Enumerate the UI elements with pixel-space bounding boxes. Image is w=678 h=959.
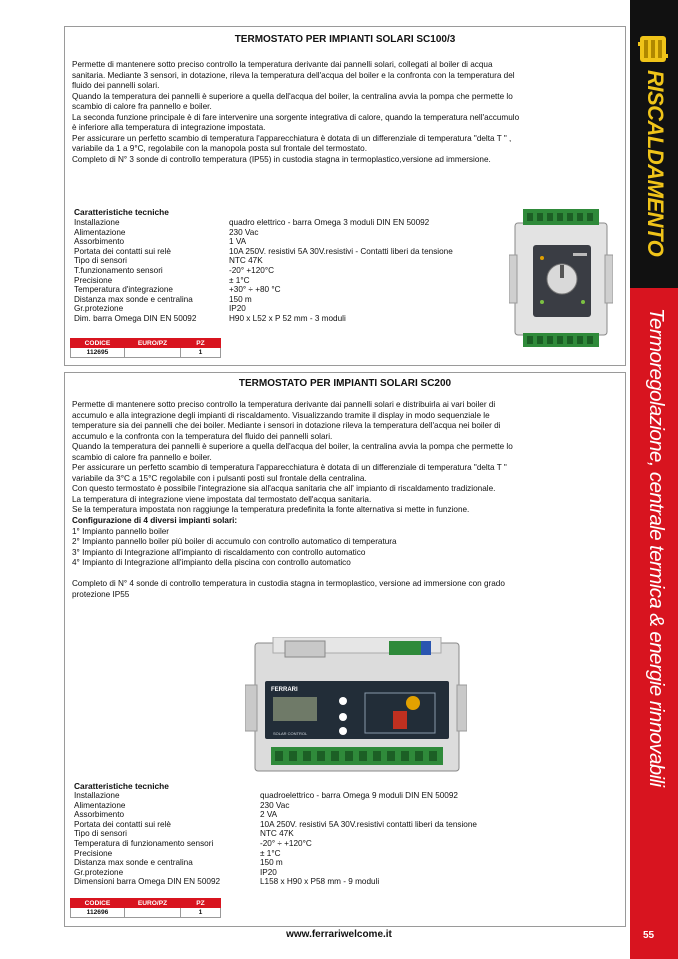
description-line: Se la temperatura impostata non raggiunge la temperatura predefinita la fonte alternativa si mette in funzione.	[72, 505, 470, 515]
spec-label: Gr.protezione	[74, 867, 124, 877]
spec-value: 10A 250V. resistivi 5A 30V.resistivi contatti liberi da tensione	[260, 819, 477, 829]
description-line: Per assicurare un perfetto scambio di temperatura l'apparecchiatura è dotata di un differenziale di temperatura "delta T "	[72, 463, 507, 473]
spec-label: Alimentazione	[74, 227, 126, 237]
spec-row	[74, 285, 453, 295]
column-header-price: EURO/PZ	[125, 899, 181, 908]
spec-value: IP20	[229, 304, 246, 314]
spec-value: 150 m	[260, 858, 283, 868]
spec-row	[74, 877, 477, 887]
description-line: protezione IP55	[72, 589, 130, 599]
spec-label: Installazione	[74, 218, 120, 227]
description-line: variabile da 3°C a 15°C regolabile con i pulsanti posti sul frontale della centralina.	[72, 473, 367, 483]
spec-value: 2 VA	[260, 810, 278, 820]
spec-label: T.funzionamento sensori	[74, 265, 163, 275]
product-quantity: 1	[181, 348, 221, 358]
spec-row	[74, 304, 453, 314]
spec-row	[74, 218, 453, 228]
spec-row	[74, 247, 453, 257]
spec-row	[74, 829, 477, 839]
spec-label: Tipo di sensori	[74, 829, 127, 839]
description-line: Quando la temperatura dei pannelli è superiore a quella dell'acqua del boiler, la centralina avvia la pompa che permette lo	[72, 91, 513, 101]
spec-value: 150 m	[229, 294, 252, 304]
description-line: 4° Impianto di Integrazione all'impianto della piscina con controllo automatico	[72, 558, 351, 568]
spec-row	[74, 228, 453, 238]
spec-label: Installazione	[74, 791, 120, 800]
spec-label: Precisione	[74, 275, 113, 285]
device-brand-label: FERRARI	[271, 687, 298, 693]
spec-value: NTC 47K	[260, 829, 294, 839]
spec-row	[74, 237, 453, 247]
spec-row	[74, 295, 453, 305]
radiator-icon	[638, 32, 668, 66]
spec-value: quadro elettrico - barra Omega 3 moduli DIN EN 50092	[229, 218, 430, 227]
description-line: Completo di N° 3 sonde di controllo temperatura (IP55) in custodia stagna in termoplastico,versione ad immersione.	[72, 154, 491, 164]
spec-label: Portata dei contatti sui relè	[74, 819, 171, 829]
column-header-qty: PZ	[181, 899, 221, 908]
spec-value: 10A 250V. resistivi 5A 30V.resistivi - Contatti liberi da tensione	[229, 246, 453, 256]
footer-website-link[interactable]: www.ferrariwelcome.it	[286, 929, 392, 940]
thermostat-sc100-image	[509, 205, 613, 349]
configuration-heading: Configurazione di 4 diversi impianti solari:	[72, 516, 238, 526]
description-spacer	[72, 569, 617, 580]
spec-value: ± 1°C	[260, 848, 281, 858]
spec-value: quadroelettrico - barra Omega 9 moduli DIN EN 50092	[260, 791, 458, 800]
description-line: 2° Impianto pannello boiler più boiler di accumulo con controllo automatico di temperatura	[72, 537, 397, 547]
product-code: 112695	[71, 348, 125, 358]
description-line: accumulo e alla integrazione degli impianti di riscaldamento. Visualizzando tramite il display in modo sequenziale le	[72, 410, 490, 420]
description-line: accumulo e la confronta con la temperatura del fluido dei pannelli solari.	[72, 431, 333, 441]
category-title: RISCALDAMENTO	[643, 70, 668, 257]
product-card-sc100	[64, 26, 626, 366]
spec-value: ± 1°C	[229, 275, 250, 285]
description-line: temperature sia dei pannelli che dei boiler. Mediante i sensori in dotazione rileva la temperatura dell'acqua nei boiler di	[72, 421, 501, 431]
specs-table	[74, 791, 477, 887]
spec-row	[74, 801, 477, 811]
description-line: variabile da 1 a 9°C, regolabile con la manopola posta sul frontale del termostato.	[72, 144, 368, 154]
spec-row	[74, 820, 477, 830]
spec-value: -20° ÷ +120°C	[260, 838, 312, 848]
spec-row	[74, 266, 453, 276]
category-side-band	[630, 0, 678, 959]
description-line: 3° Impianto di Integrazione all'impianto di riscaldamento con controllo automatico	[72, 547, 366, 557]
description-line: Con questo termostato è possibile l'integrazione sia all'acqua sanitaria che all' impianto di riscaldamento tradizionale.	[72, 484, 496, 494]
spec-value: 230 Vac	[229, 227, 259, 237]
spec-value: NTC 47K	[229, 256, 263, 266]
price-table	[70, 898, 221, 918]
description-line: scambio di calore fra pannello e boiler.	[72, 102, 212, 112]
spec-label: Distanza max sonde e centralina	[74, 294, 193, 304]
spec-row	[74, 858, 477, 868]
spec-value: -20° +120°C	[229, 265, 275, 275]
category-subtitle: Termoregolazione, centrale termica & energie rinnovabili	[645, 308, 668, 787]
spec-row	[74, 868, 477, 878]
product-quantity: 1	[181, 908, 221, 918]
spec-value: H90 x L52 x P 52 mm - 3 moduli	[229, 313, 346, 323]
product-description	[72, 60, 617, 165]
column-header-code: CODICE	[71, 899, 125, 908]
spec-value: L158 x H90 x P58 mm - 9 moduli	[260, 877, 380, 887]
spec-row	[74, 256, 453, 266]
description-line: è inferiore alla temperatura di integrazione impostata.	[72, 123, 266, 133]
spec-label: Dimensioni barra Omega DIN EN 50092	[74, 877, 221, 887]
spec-value: 1 VA	[229, 237, 247, 247]
product-card-sc200	[64, 372, 626, 927]
spec-label: Portata dei contatti sui relè	[74, 246, 171, 256]
spec-row	[74, 849, 477, 859]
price-table	[70, 338, 221, 358]
spec-label: Alimentazione	[74, 800, 126, 810]
specs-table	[74, 218, 453, 324]
description-line: Quando la temperatura dei pannelli è superiore a quella dell'acqua del boiler, la centralina avvia la pompa che permette lo	[72, 442, 513, 452]
description-line: Permette di mantenere sotto preciso controllo la temperatura derivante dai pannelli solari, collegati al boiler di acqua	[72, 60, 493, 69]
column-header-price: EURO/PZ	[125, 339, 181, 348]
spec-row	[74, 314, 453, 324]
spec-row	[74, 276, 453, 286]
spec-row	[74, 810, 477, 820]
product-title: TERMOSTATO PER IMPIANTI SOLARI SC100/3	[234, 34, 456, 45]
description-line: scambio di calore fra pannello e boiler.	[72, 452, 212, 462]
spec-row	[74, 791, 477, 801]
description-line: Per assicurare un perfetto scambio di temperatura l'apparecchiatura è dotata di un differenziale di temperatura "delta T " ,	[72, 133, 512, 143]
description-line: fluido dei pannelli solari.	[72, 81, 160, 91]
spec-value: 230 Vac	[260, 800, 290, 810]
description-line: sanitaria. Mediante 3 sensori, in dotazione, rileva la temperatura dell'acqua del boiler e la confronta con la temperatura del	[72, 70, 515, 80]
spec-label: Gr.protezione	[74, 304, 124, 314]
spec-label: Tipo di sensori	[74, 256, 127, 266]
description-line: La temperatura di integrazione viene impostata dal termostato dell'acqua sanitaria.	[72, 494, 372, 504]
product-code: 112696	[71, 908, 125, 918]
spec-label: Precisione	[74, 848, 113, 858]
product-price	[125, 348, 181, 358]
spec-label: Temperatura d'integrazione	[74, 285, 173, 295]
spec-label: Assorbimento	[74, 237, 125, 247]
page-number: 55	[643, 930, 655, 941]
table-row	[71, 348, 221, 358]
column-header-qty: PZ	[181, 339, 221, 348]
spec-label: Temperatura di funzionamento sensori	[74, 838, 214, 848]
device-panel-caption: SOLAR CONTROL	[273, 731, 308, 736]
spec-label: Distanza max sonde e centralina	[74, 858, 193, 868]
description-line: La seconda funzione principale è di fare intervenire una sorgente integrativa di calore, quando la temperatura nell'accumulo	[72, 112, 520, 122]
description-line: 1° Impianto pannello boiler	[72, 526, 170, 536]
spec-label: Assorbimento	[74, 810, 125, 820]
table-row	[71, 908, 221, 918]
spec-row	[74, 839, 477, 849]
specs-title: Caratteristiche tecniche	[74, 781, 169, 791]
column-header-code: CODICE	[71, 339, 125, 348]
spec-label: Dim. barra Omega DIN EN 50092	[74, 313, 197, 323]
specs-title: Caratteristiche tecniche	[74, 207, 169, 217]
description-line: Completo di N° 4 sonde di controllo temperatura in custodia stagna in termoplastico, versione ad immersione con grado	[72, 579, 505, 589]
product-price	[125, 908, 181, 918]
thermostat-sc200-image	[245, 637, 467, 779]
spec-value: IP20	[260, 867, 277, 877]
product-title: TERMOSTATO PER IMPIANTI SOLARI SC200	[238, 378, 452, 389]
description-line: Permette di mantenere sotto preciso controllo la temperatura derivante dai pannelli solari e distribuirla ai vari boiler di	[72, 400, 496, 409]
product-description	[72, 400, 617, 600]
spec-value: +30° ÷ +80 °C	[229, 285, 281, 295]
